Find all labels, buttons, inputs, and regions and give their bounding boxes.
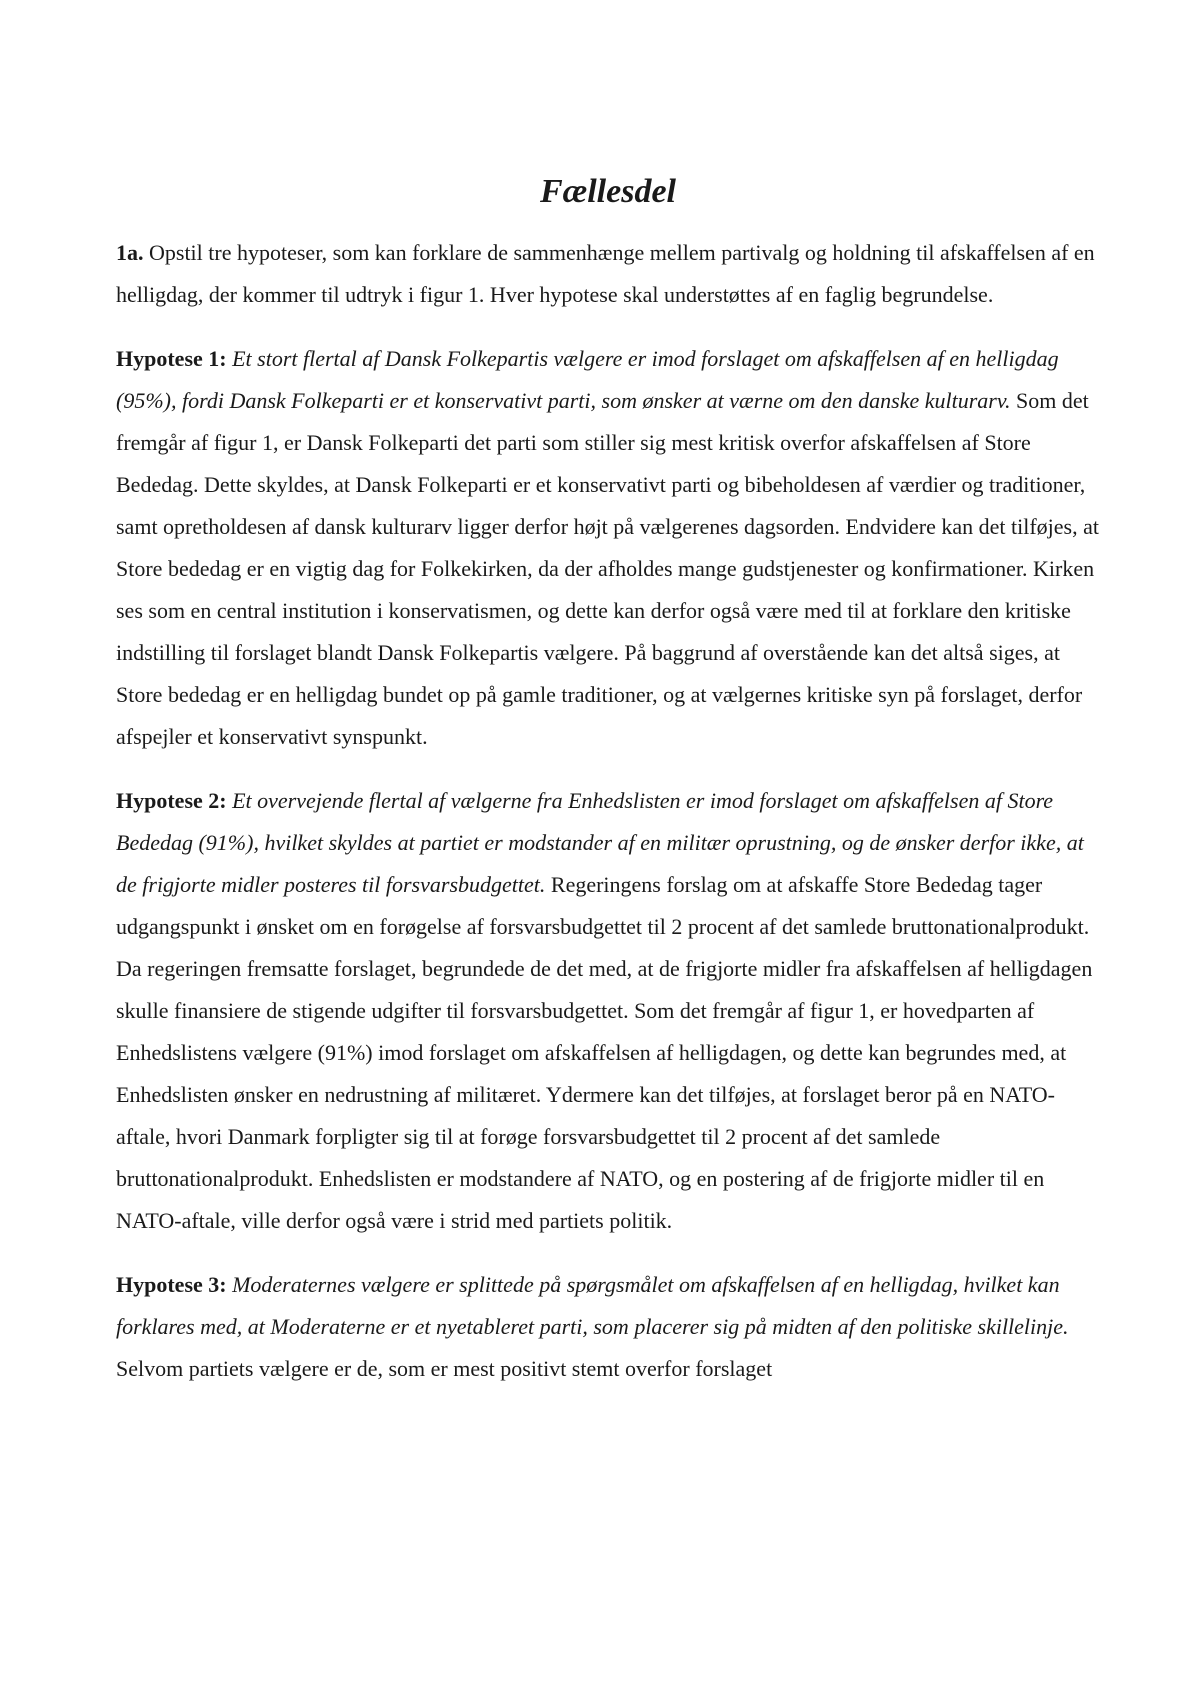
question-1a bbox=[116, 232, 1100, 316]
hypothesis-label: Hypotese 1: bbox=[116, 346, 227, 371]
hypothesis-2 bbox=[116, 780, 1100, 1242]
hypothesis-3 bbox=[116, 1264, 1100, 1390]
hypothesis-1 bbox=[116, 338, 1100, 758]
question-text: Opstil tre hypoteser, som kan forklare de sammenhænge mellem partivalg og holdning til afskaffelsen af en helligdag, der kommer til udtryk i figur 1. Hver hypotese skal understøttes af en faglig begrundelse. bbox=[116, 240, 1095, 307]
question-label: 1a. bbox=[116, 240, 144, 265]
hypothesis-label: Hypotese 3: bbox=[116, 1272, 227, 1297]
hypothesis-body: Regeringens forslag om at afskaffe Store Bededag tager udgangspunkt i ønsket om en forøgelse af forsvarsbudgettet til 2 procent af det samlede bruttonationalprodukt. Da regeringen fremsatte forslaget, begrundede de det med, at de frigjorte midler fra afskaffelsen af helligdagen skulle finansiere de stigende udgifter til forsvarsbudgettet. Som det fremgår af figur 1, er hovedparten af Enhedslistens vælgere (91%) imod forslaget om afskaffelsen af helligdagen, og dette kan begrundes med, at Enhedslisten ønsker en nedrustning af militæret. Ydermere kan det tilføjes, at forslaget beror på en NATO-aftale, hvori Danmark forpligter sig til at forøge forsvarsbudgettet til 2 procent af det samlede bruttonationalprodukt. Enhedslisten er modstandere af NATO, og en postering af de frigjorte midler til en NATO-aftale, ville derfor også være i strid med partiets politik. bbox=[116, 872, 1093, 1233]
document-title: Fællesdel bbox=[540, 173, 676, 210]
hypothesis-claim: Moderaternes vælgere er splittede på spørgsmålet om afskaffelsen af en helligdag, hvilket kan forklares med, at Moderaterne er et nyetableret parti, som placerer sig på midten af den politiske skillelinje. bbox=[116, 1272, 1069, 1339]
hypothesis-claim: Et overvejende flertal af vælgerne fra Enhedslisten er imod forslaget om afskaffelsen af Store Bededag (91%), hvilket skyldes at partiet er modstander af en militær oprustning, og de ønsker derfor ikke, at de frigjorte midler posteres til forsvarsbudgettet. bbox=[116, 788, 1084, 897]
document-page bbox=[116, 170, 1100, 1412]
hypothesis-body: Som det fremgår af figur 1, er Dansk Folkeparti det parti som stiller sig mest kritisk overfor afskaffelsen af Store Bededag. Dette skyldes, at Dansk Folkeparti er et konservativt parti og bibeholdesen af værdier og traditioner, samt opretholdesen af dansk kulturarv ligger derfor højt på vælgerenes dagsorden. Endvidere kan det tilføjes, at Store bededag er en vigtig dag for Folkekirken, da der afholdes mange gudstjenester og konfirmationer. Kirken ses som en central institution i konservatismen, og dette kan derfor også være med til at forklare den kritiske indstilling til forslaget blandt Dansk Folkepartis vælgere. På baggrund af overstående kan det altså siges, at Store bededag er en helligdag bundet op på gamle traditioner, og at vælgernes kritiske syn på forslaget, derfor afspejler et konservativt synspunkt. bbox=[116, 388, 1099, 749]
hypothesis-body: Selvom partiets vælgere er de, som er mest positivt stemt overfor forslaget bbox=[116, 1356, 773, 1381]
hypothesis-label: Hypotese 2: bbox=[116, 788, 227, 813]
hypothesis-claim: Et stort flertal af Dansk Folkepartis vælgere er imod forslaget om afskaffelsen af en helligdag (95%), fordi Dansk Folkeparti er et konservativt parti, som ønsker at værne om den danske kulturarv. bbox=[116, 346, 1059, 413]
